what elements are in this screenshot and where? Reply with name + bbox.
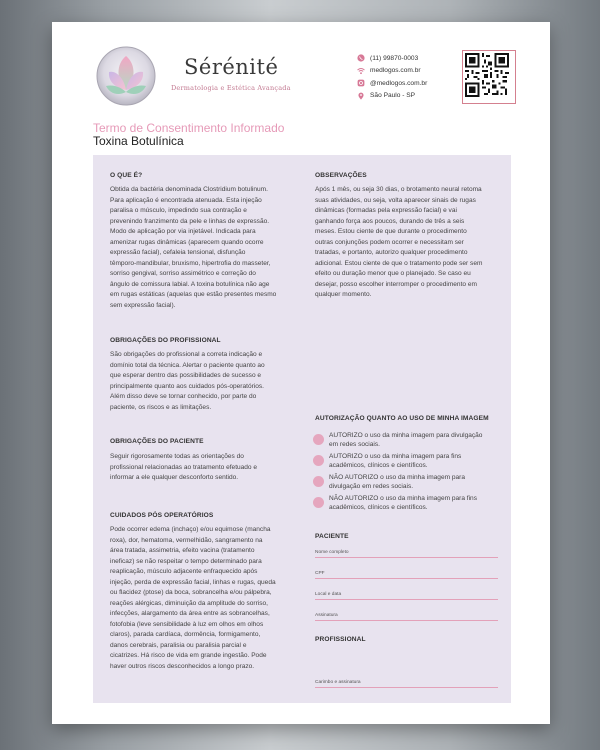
content-panel (93, 155, 511, 703)
contact-instagram[interactable] (357, 77, 427, 90)
brand-tagline: Dermatologia e Estética Avançada (171, 84, 291, 92)
document-title: Termo de Consentimento Informado (93, 121, 285, 135)
location-pin-icon (357, 92, 365, 100)
section-what-heading: O QUE É? (110, 172, 143, 179)
lotus-logo-icon (96, 46, 156, 106)
consent-form-page (52, 22, 550, 724)
radio-button[interactable] (313, 455, 324, 466)
professional-signature-field[interactable]: Carimbo e assinatura (315, 680, 498, 688)
whatsapp-icon (357, 54, 365, 62)
wifi-icon (357, 67, 365, 75)
patient-signature-field[interactable]: Assinatura (315, 613, 498, 621)
radio-button[interactable] (313, 497, 324, 508)
patient-place-date-field[interactable]: Local e data (315, 592, 498, 600)
section-postop-heading: CUIDADOS PÓS OPERATÓRIOS (110, 512, 214, 519)
image-auth-option-4[interactable]: NÃO AUTORIZO o uso da minha imagem para fins acadêmicos, clínicos e científicos. (313, 495, 503, 512)
section-patient-duties-text: Seguir rigorosamente todas as orientações do profissional relacionadas ao tratamento efetuado e informar a ele qualquer desconforto sentido. (110, 453, 258, 481)
document-subtitle: Toxina Botulínica (93, 134, 184, 148)
section-patient-form-heading: PACIENTE (315, 533, 349, 540)
patient-name-field[interactable]: Nome completo (315, 550, 498, 558)
contact-location (357, 90, 427, 103)
image-auth-option-2[interactable]: AUTORIZO o uso da minha imagem para fins acadêmicos, clínicos e científicos. (313, 453, 503, 470)
section-observations-heading: OBSERVAÇÕES (315, 172, 367, 179)
contact-block (357, 52, 427, 102)
contact-location-text: São Paulo - SP (370, 92, 416, 100)
section-professional-text: São obrigações do profissional a correta indicação e domínio total da técnica. Alertar o paciente quanto ao que esperar dentro das possibilidades de sucesso e principalmente quanto aos cuidados pós-operatórios. Além disso deve se tornar conhecido, por parte do paciente, os riscos e as limitações. (110, 351, 265, 411)
patient-cpf-field[interactable]: CPF (315, 571, 498, 579)
image-auth-option-1[interactable]: AUTORIZO o uso da minha imagem para divulgação em redes sociais. (313, 432, 503, 449)
image-auth-option-3[interactable]: NÃO AUTORIZO o uso da minha imagem para divulgação em redes sociais. (313, 474, 503, 491)
contact-phone[interactable] (357, 52, 427, 65)
contact-site[interactable] (357, 65, 427, 78)
section-observations-text: Após 1 mês, ou seja 30 dias, o brotamento neural retoma suas atividades, ou seja, volta aparecer sinais de rugas dinâmicas (formadas pela expressão facial) e vai ganhando força aos poucos, durando de três a seis meses. Estou ciente de que durante o procedimento outras conjunções podem ocorrer e necessitam ser tratadas, e portanto, autorizo qualquer procedimento adicional. Estou ciente de que o tratamento pode ser sem efeito ou duração menor que o planejado. Se caso eu desejar, posso escolher interromper o procedimento em qualquer momento. (315, 186, 483, 298)
section-what-text: Obtida da bactéria denominada Clostridium botulinum. Para aplicação é encontrada atenuada. Esta injeção paralisa o músculo, impedindo sua contração e prevenindo franzimento da pele e linhas de expressão. Modo de aplicação por via injetável. Indicada para amenizar rugas dinâmicas (aparecem quando ocorre expressão facial), cefaleia tensional, disfunção têmporo-mandibular, bruxismo, hipertrofia do masseter, sorriso gengival, sorriso assimétrico e correção do ângulo de comissura labial. A toxina botulínica não age em rugas estáticas (aquelas que estão presentes mesmo sem expressão facial). (110, 186, 277, 309)
brand-name: Sérénité (184, 55, 279, 79)
section-professional-form-heading: PROFISSIONAL (315, 636, 366, 643)
section-image-auth-heading: AUTORIZAÇÃO QUANTO AO USO DE MINHA IMAGEM (315, 415, 489, 422)
contact-phone-text: (11) 99870-0003 (370, 54, 419, 62)
contact-instagram-text: @medlogos.com.br (370, 79, 428, 87)
contact-site-text: medlogos.com.br (370, 67, 421, 75)
radio-button[interactable] (313, 434, 324, 445)
instagram-icon (357, 79, 365, 87)
qr-code-icon[interactable] (462, 50, 516, 104)
section-patient-duties-heading: OBRIGAÇÕES DO PACIENTE (110, 438, 204, 445)
section-postop-text: Pode ocorrer edema (inchaço) e/ou equimose (mancha roxa), dor, hematoma, vermelhidão, sangramento na área tratada, assimetria, efeito vacina (tratamento ineficaz) se não respeitar o tempo determinado para reaplicação, músculo adjacente enfraquecido após injeção, perda de expressão facial, linhas e rugas, queda ou flacidez (ptose) da boca, sobrancelha e/ou pálpebra, reações alérgicas, diminuição da amplitude do sorriso, infecções, alargamento da área entre as sobrancelhas, fotofobia (leve sensibilidade à luz em olhos em olhos claros), parada cardíaca, dormência, formigamento, danos cerebrais, paralisia ou paralisia parcial e cicatrizes. Há risco de vida em grande ingestão. Pode haver outros riscos desconhecidos a longo prazo. (110, 526, 276, 670)
radio-button[interactable] (313, 476, 324, 487)
section-professional-heading: OBRIGAÇÕES DO PROFISSIONAL (110, 337, 221, 344)
